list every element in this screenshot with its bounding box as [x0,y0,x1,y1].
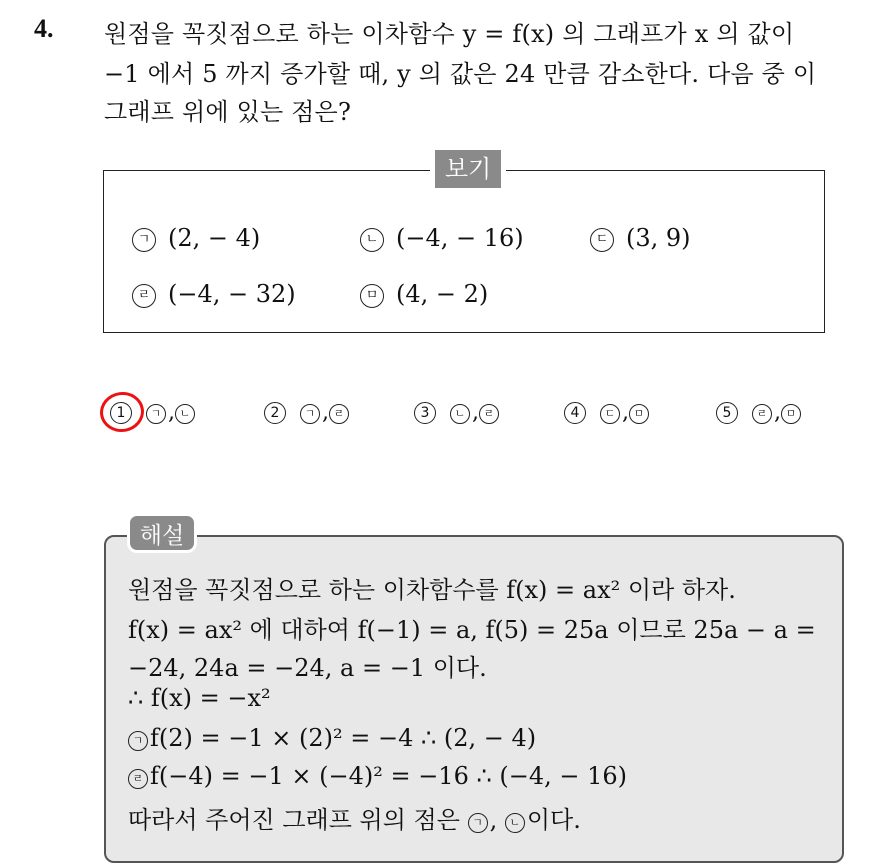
solution-line-7-pre: 따라서 주어진 그래프 위의 점은 [128,806,460,834]
solution-line-4: ∴ f(x) = −x² [128,684,271,712]
circled-nieun-mark: ㄴ [505,813,525,833]
solution-line-6-text: f(−4) = −1 × (−4)² = −16 ∴ (−4, − 16) [150,762,628,790]
bogi-item-giyeok [132,224,260,252]
circled-digeut-mark: ㄷ [590,228,614,252]
choice-2[interactable]: 2 ㄱ , ㄹ [264,400,351,425]
choice-5[interactable]: 5 ㄹ , ㅁ [716,400,803,425]
solution-line-1: 원점을 꼭짓점으로 하는 이차함수를 f(x) = ax² 이라 하자. [128,576,736,604]
circled-giyeok-mark: ㄱ [468,813,488,833]
circled-mark: ㄹ [329,404,349,424]
question-number: 4. [34,14,54,43]
question-text-line-2: −1 에서 5 까지 증가할 때, y 의 값은 24 만큼 감소한다. 다음 중 이 [104,60,817,88]
circled-mieum-mark: ㅁ [360,284,384,308]
circled-mark: ㄱ [300,404,320,424]
question-text-line-3: 그래프 위에 있는 점은? [104,98,352,126]
solution-title: 해설 [127,513,197,553]
circled-nieun-mark: ㄴ [360,228,384,252]
circled-mark: ㅁ [781,404,801,424]
choice-number: 2 [264,402,286,424]
bogi-item-rieul [132,280,296,308]
circled-mark: ㄴ [450,404,470,424]
solution-line-6 [128,762,627,790]
choice-1[interactable]: 1 ㄱ , ㄴ [110,400,197,425]
choice-number: 1 [110,402,132,424]
solution-line-5-text: f(2) = −1 × (2)² = −4 ∴ (2, − 4) [150,724,537,752]
choice-number: 3 [414,402,436,424]
circled-mark: ㄹ [479,404,499,424]
bogi-item-nieun [360,224,524,252]
circled-rieul-mark: ㄹ [132,284,156,308]
bogi-item-text: (−4, − 16) [396,224,524,252]
bogi-item-text: (3, 9) [626,224,691,252]
solution-line-3: −24, 24a = −24, a = −1 이다. [128,654,487,682]
bogi-title: 보기 [430,150,506,188]
bogi-item-mieum [360,280,488,308]
circled-mark: ㄷ [600,404,620,424]
choice-3[interactable]: 3 ㄴ , ㄹ [414,400,501,425]
solution-line-5 [128,724,536,752]
circled-rieul-mark: ㄹ [128,769,148,789]
bogi-item-digeut [590,224,691,252]
solution-line-7-post: 이다. [526,806,581,834]
choice-4[interactable]: 4 ㄷ , ㅁ [564,400,651,425]
solution-line-7: 따라서 주어진 그래프 위의 점은 ㄱ , ㄴ 이다. [128,806,581,834]
bogi-item-text: (4, − 2) [396,280,489,308]
circled-mark: ㄱ [146,404,166,424]
circled-mark: ㅁ [629,404,649,424]
choice-number: 5 [716,402,738,424]
bogi-item-text: (2, − 4) [168,224,261,252]
choice-number: 4 [564,402,586,424]
bogi-item-text: (−4, − 32) [168,280,296,308]
circled-giyeok-mark: ㄱ [132,228,156,252]
circled-mark: ㄹ [752,404,772,424]
question-text-line-1: 원점을 꼭짓점으로 하는 이차함수 y = f(x) 의 그래프가 x 의 값이 [104,20,795,48]
circled-mark: ㄴ [175,404,195,424]
circled-giyeok-mark: ㄱ [128,731,148,751]
solution-line-2: f(x) = ax² 에 대하여 f(−1) = a, f(5) = 25a 이므로 25a − a = [128,616,816,644]
